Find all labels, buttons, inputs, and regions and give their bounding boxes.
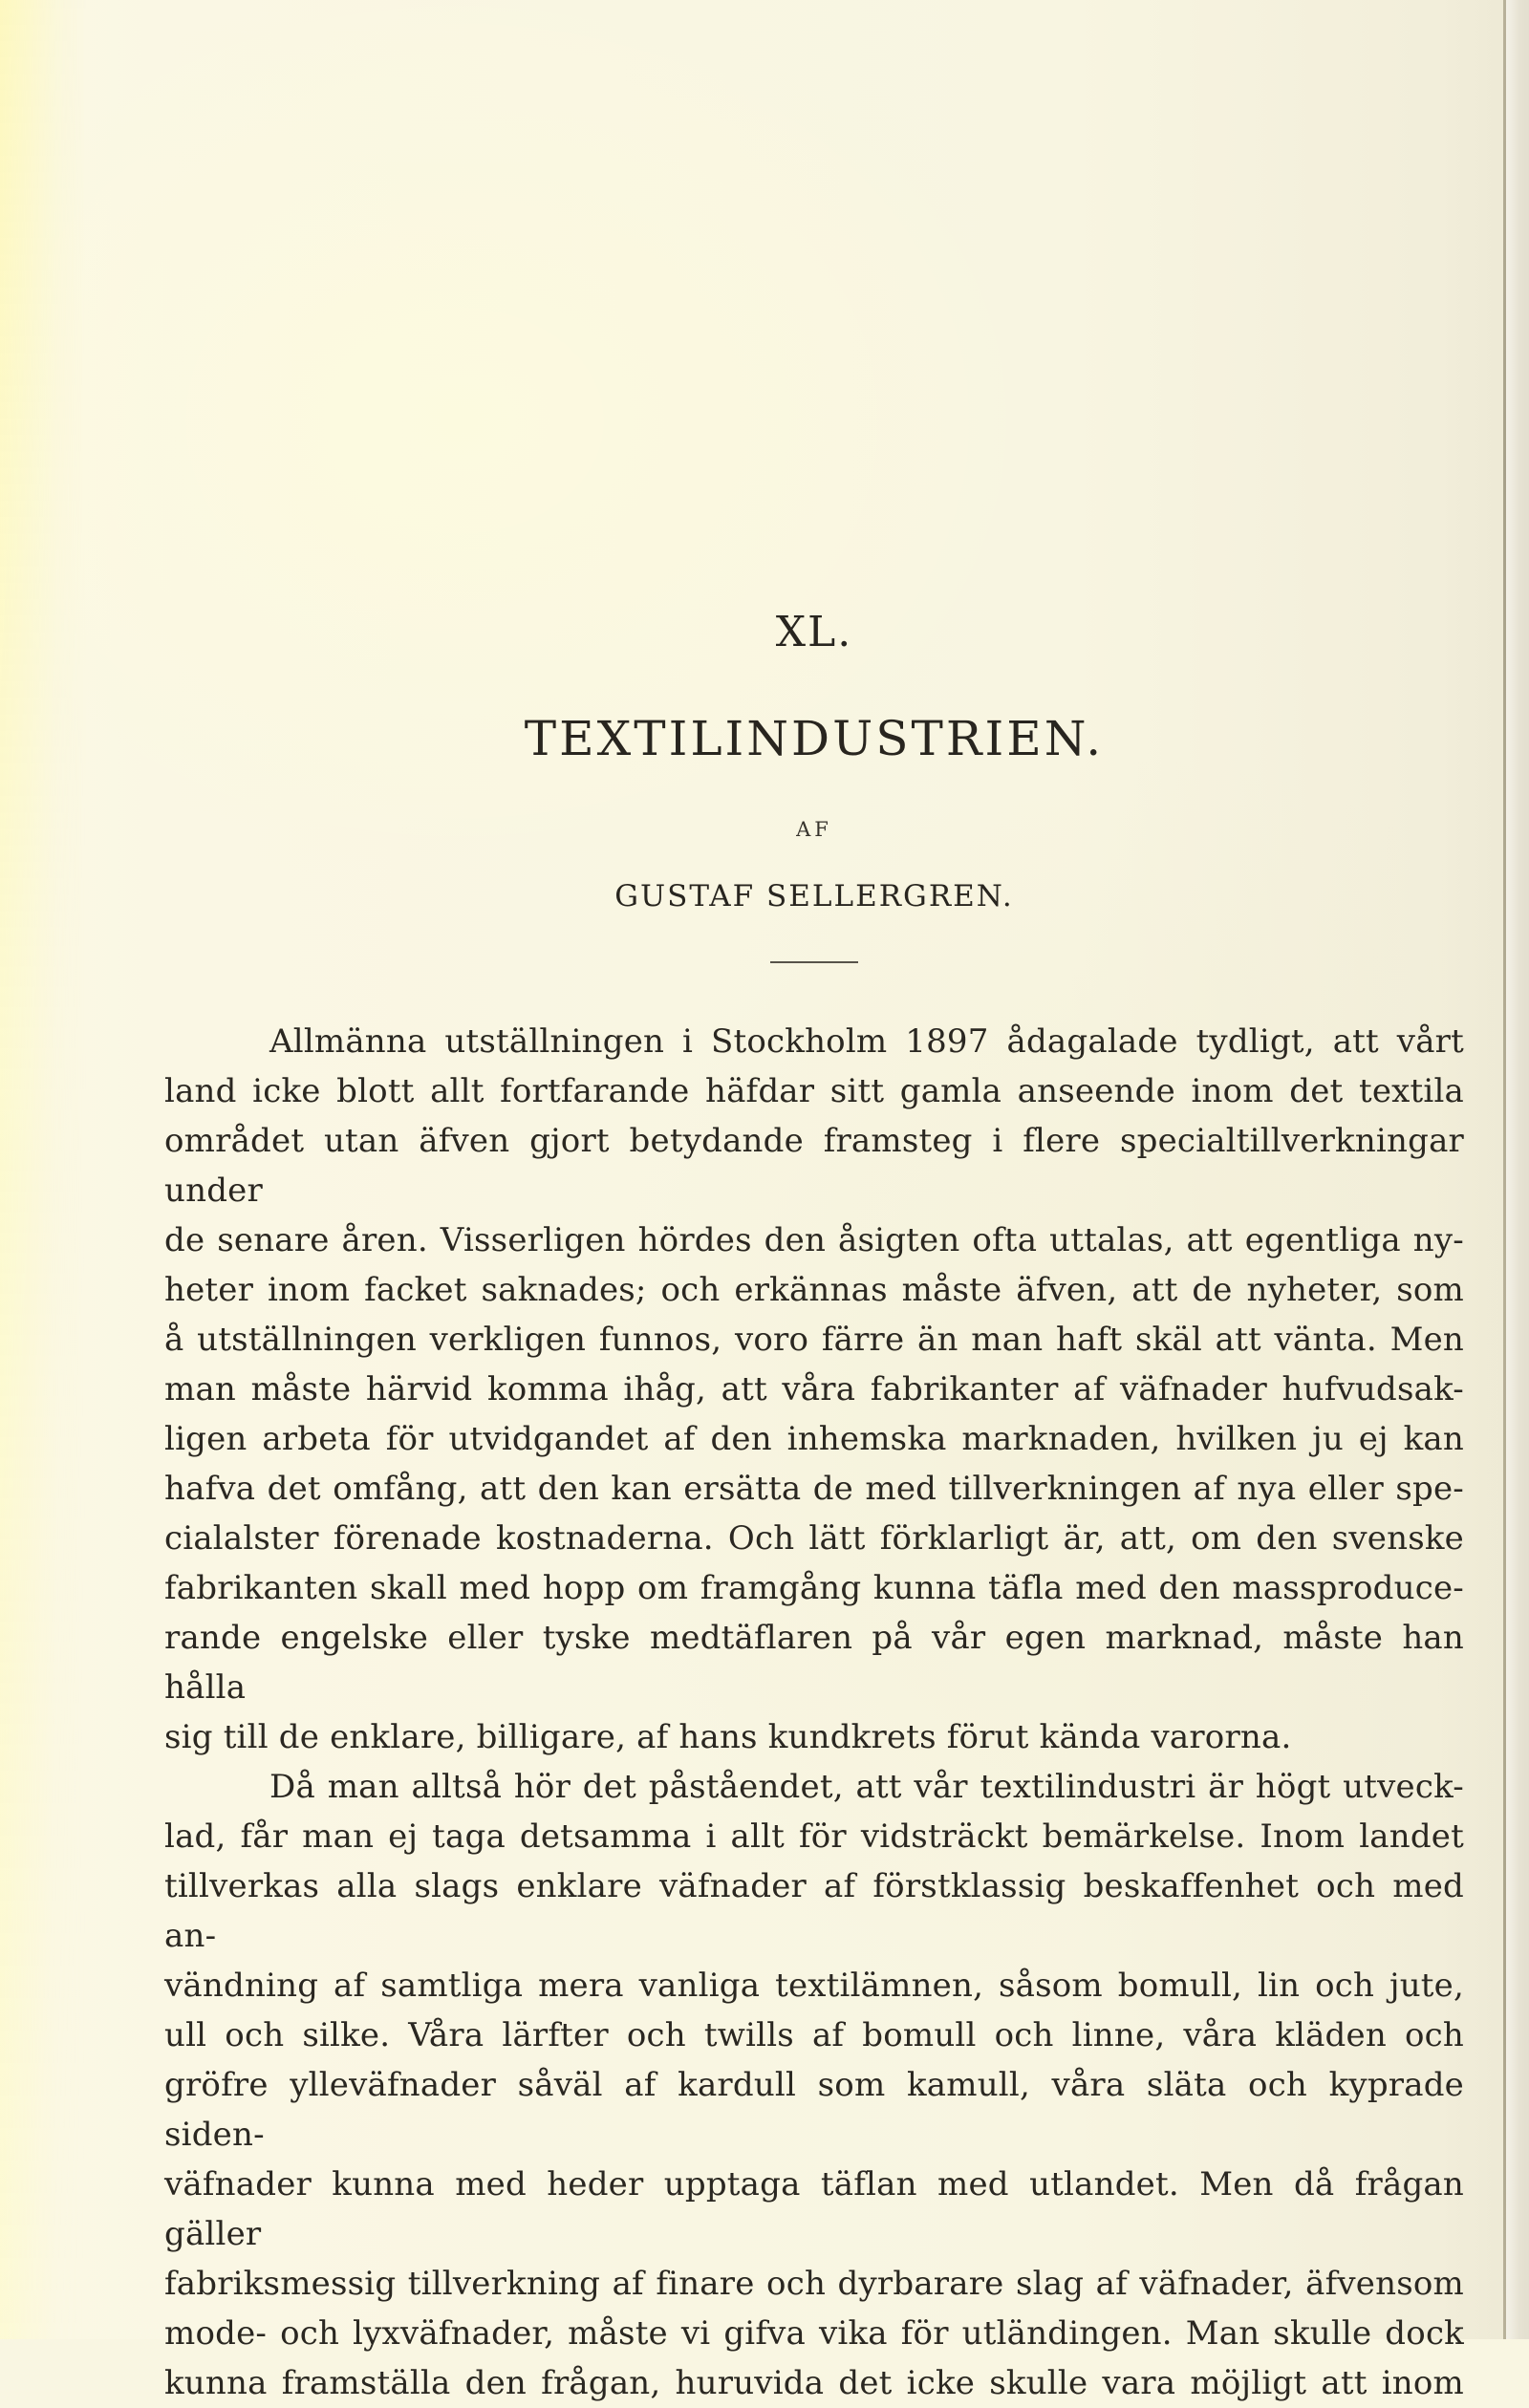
- text-line: området utan äfven gjort betydande framsteg i flere specialtillverkningar under: [164, 1122, 1464, 1210]
- text-line: sig till de enklare, billigare, af hans kundkrets förut kända varorna.: [164, 1718, 1292, 1756]
- text-line: tillverkas alla slags enklare väfnader af förstklassig beskaffenhet och med an-: [164, 1867, 1464, 1955]
- text-line: väfnader kunna med heder upptaga täflan med utlandet. Men då frågan gäller: [164, 2165, 1464, 2253]
- text-line: gröfre ylleväfnader såväl af kardull som kamull, våra släta och kyprade siden-: [164, 2066, 1464, 2154]
- separator-rule: [770, 961, 858, 963]
- body-text: [164, 1017, 1464, 2408]
- page-gutter-shading: [0, 0, 86, 2339]
- text-line: Allmänna utställningen i Stockholm 1897 ådagalade tydligt, att vårt: [269, 1022, 1464, 1061]
- text-line: Då man alltså hör det påståendet, att vår textilindustri är högt utveck-: [269, 1768, 1464, 1806]
- text-line: hafva det omfång, att den kan ersätta de med tillverkningen af nya eller spe-: [164, 1470, 1464, 1508]
- text-line: mode- och lyxväfnader, måste vi gifva vika för utländingen. Man skulle dock: [164, 2314, 1464, 2353]
- text-line: fabriksmessig tillverkning af finare och dyrbarare slag af väfnader, äfvensom: [164, 2265, 1464, 2303]
- paragraph: [164, 1017, 1464, 1762]
- text-line: kunna framställa den frågan, huruvida det icke skulle vara möjligt att inom: [164, 2364, 1464, 2402]
- paragraph: [164, 1762, 1464, 2408]
- text-line: man måste härvid komma ihåg, att våra fabrikanter af väfnader hufvudsak-: [164, 1370, 1464, 1408]
- text-line: å utställningen verkligen funnos, voro färre än man haft skäl att vänta. Men: [164, 1321, 1464, 1359]
- page-title: TEXTILINDUSTRIEN.: [524, 711, 1105, 766]
- chapter-number: XL.: [775, 608, 853, 656]
- text-line: rande engelske eller tyske medtäflaren på vår egen marknad, måste han hålla: [164, 1619, 1464, 1707]
- text-line: land icke blott allt fortfarande häfdar sitt gamla anseende inom det textila: [164, 1072, 1464, 1110]
- text-line: ligen arbeta för utvidgandet af den inhemska marknaden, hvilken ju ej kan: [164, 1420, 1464, 1458]
- text-line: cialalster förenade kostnaderna. Och lätt förklarligt är, att, om den svenske: [164, 1519, 1464, 1558]
- author-name: GUSTAF SELLERGREN.: [614, 879, 1014, 914]
- text-line: lad, får man ej taga detsamma i allt för vidsträckt bemärkelse. Inom landet: [164, 1817, 1464, 1856]
- text-line: heter inom facket saknades; och erkännas måste äfven, att de nyheter, som: [164, 1271, 1464, 1309]
- text-line: fabrikanten skall med hopp om framgång kunna täfla med den massproduce-: [164, 1569, 1464, 1607]
- page-content: [164, 608, 1464, 2408]
- byline-prefix: AF: [796, 818, 832, 841]
- page-edge-strip: [1506, 0, 1529, 2339]
- text-line: de senare åren. Visserligen hördes den åsigten ofta uttalas, att egentliga ny-: [164, 1221, 1464, 1259]
- text-line: ull och silke. Våra lärfter och twills af bomull och linne, våra kläden och: [164, 2016, 1464, 2054]
- text-line: vändning af samtliga mera vanliga textilämnen, såsom bomull, lin och jute,: [164, 1967, 1464, 2005]
